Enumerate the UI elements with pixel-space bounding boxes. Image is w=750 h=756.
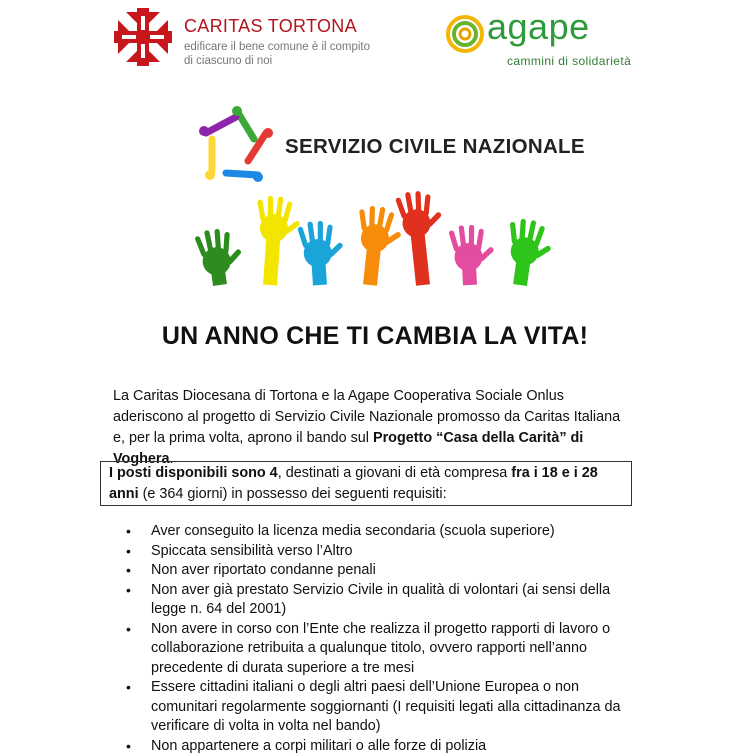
servizio-civile-title: SERVIZIO CIVILE NAZIONALE [285, 135, 585, 159]
posti-text-end: (e 364 giorni) in possesso dei seguenti requisiti: [139, 486, 447, 502]
requirement-text: Non aver già prestato Servizio Civile in qualità di volontari (ai sensi della legge n. 64 del 2001) [151, 582, 610, 618]
agape-spiral-icon [445, 14, 485, 54]
hand-icon [448, 224, 496, 286]
agape-name: agape [487, 6, 590, 48]
caritas-cross-icon [112, 6, 174, 68]
hand-icon [297, 219, 347, 286]
intro-end: . [170, 451, 174, 467]
intro-paragraph [113, 386, 633, 470]
hand-icon [251, 195, 302, 287]
requirement-item [126, 542, 646, 562]
bullet-icon: • [126, 678, 131, 698]
posti-text: , destinati a giovani di età compresa [278, 465, 512, 481]
requirement-text: Non appartenere a corpi militari o alle forze di polizia [151, 738, 486, 754]
caritas-motto [184, 40, 374, 68]
requirement-text: Essere cittadini italiani o degli altri paesi dell’Unione Europea o non comunitari regolarmente soggiornanti (I requisiti legati alla cittadinanza da verificare di volta in volta nel bando) [151, 679, 621, 734]
hand-icon [394, 189, 449, 287]
intro-text: La Caritas Diocesana di Tortona e la Agape Cooperativa Sociale Onlus aderiscono al progetto di Servizio Civile Nazionale promosso da Caritas Italiana e, per la prima volta, aprono il bando sul [113, 388, 620, 446]
requirement-item [126, 678, 646, 737]
bullet-icon: • [126, 561, 131, 581]
page-headline: UN ANNO CHE TI CAMBIA LA VITA! [0, 322, 750, 351]
requirement-item [126, 620, 646, 679]
requirement-text: Non aver riportato condanne penali [151, 562, 376, 578]
agape-logo [445, 10, 645, 70]
caritas-motto-line1: edificare il bene comune è il compito [184, 40, 374, 54]
caritas-motto-line2: di ciascuno di noi [184, 54, 374, 68]
caritas-name: CARITAS TORTONA [184, 16, 357, 37]
colored-hands-illustration [190, 185, 555, 290]
servizio-civile-star-icon [196, 103, 278, 185]
hand-icon [501, 217, 555, 289]
caritas-tortona-logo [112, 6, 362, 70]
posti-paragraph [109, 463, 629, 505]
requirement-item [126, 737, 646, 756]
hand-icon [194, 226, 247, 288]
bullet-icon: • [126, 542, 131, 562]
requirement-text: Non avere in corso con l’Ente che realizza il progetto rapporti di lavoro o collaborazione retribuita a qualunque titolo, ovvero rapporti nell’anno precedente di durata superiore a tre mesi [151, 621, 610, 676]
bullet-icon: • [126, 737, 131, 756]
posti-age-range: fra i 18 e i 28 anni [109, 465, 598, 502]
posti-count: I posti disponibili sono 4 [109, 465, 278, 481]
requirement-item [126, 522, 646, 542]
requirement-text: Spiccata sensibilità verso l’Altro [151, 543, 353, 559]
requirement-item [126, 581, 646, 620]
bullet-icon: • [126, 620, 131, 640]
requirements-list [126, 522, 646, 756]
hand-icon [351, 204, 404, 287]
requirement-item [126, 561, 646, 581]
bullet-icon: • [126, 581, 131, 601]
agape-tagline: cammini di solidarietà [507, 54, 631, 68]
intro-project-name: Progetto “Casa della Carità” di Voghera [113, 430, 583, 467]
bullet-icon: • [126, 522, 131, 542]
requirement-text: Aver conseguito la licenza media secondaria (scuola superiore) [151, 523, 555, 539]
